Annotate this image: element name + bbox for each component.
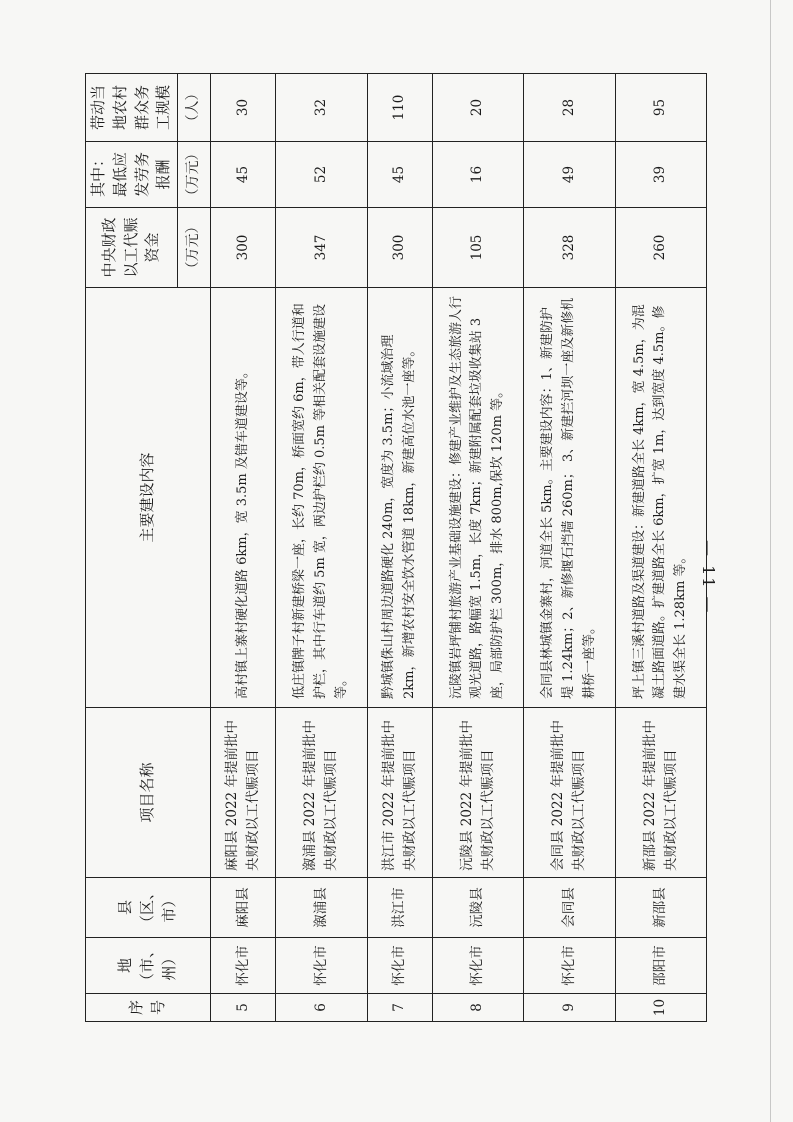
cell-funds: 260 bbox=[615, 208, 706, 288]
cell-project: 沅陵县 2022 年提前批中央财政以工代赈项目 bbox=[432, 708, 523, 878]
cell-project: 洪江市 2022 年提前批中央财政以工代赈项目 bbox=[367, 708, 432, 878]
cell-content: 低庄镇牌子村新建桥梁一座，长约 70m，桥面宽约 6m，带人行道和护栏，其中行车道约 5m 宽，两边护栏约 0.5m 等相关配套设施建设等。 bbox=[276, 288, 367, 708]
table-row bbox=[211, 74, 276, 1022]
header-project: 项目名称 bbox=[86, 708, 211, 878]
cell-seq: 10 bbox=[615, 994, 706, 1022]
cell-content: 黔城镇侏山村周边道路硬化 240m，宽度为 3.5m；小流域治理 2km，新增农村安全饮水管道 18km，新建高位水池一座等。 bbox=[367, 288, 432, 708]
cell-content: 高村镇上寨村硬化道路 6km，宽 3.5m 及错车道建设等。 bbox=[211, 288, 276, 708]
cell-seq: 7 bbox=[367, 994, 432, 1022]
cell-labor: 16 bbox=[432, 142, 523, 208]
cell-content: 会同县林城镇金寨村，河道全长 5km。主要建设内容：1、新建防护堤 1.24km；2、新修堰石挡墙 260m； 3、新建拦河坝一座及新修机耕桥一座等。 bbox=[524, 288, 615, 708]
cell-funds: 300 bbox=[367, 208, 432, 288]
cell-city: 怀化市 bbox=[211, 938, 276, 994]
cell-workers: 30 bbox=[211, 74, 276, 142]
cell-county: 溆浦县 bbox=[276, 878, 367, 938]
cell-content: 坪上镇三溪村道路及渠道建设：新建道路全长 4km，宽 4.5m，为混凝土路面道路。扩建道路全长 6km，扩宽 1m，达到宽度 4.5m。修建水渠全长 1.28km 等。 bbox=[615, 288, 706, 708]
cell-funds: 328 bbox=[524, 208, 615, 288]
table-row bbox=[367, 74, 432, 1022]
table-header-row bbox=[86, 74, 178, 1022]
cell-city: 怀化市 bbox=[432, 938, 523, 994]
cell-city: 邵阳市 bbox=[615, 938, 706, 994]
header-labor: 其中：最低应发劳务报酬 bbox=[86, 142, 178, 208]
header-workers: 带动当地农村群众务工规模 bbox=[86, 74, 178, 142]
cell-county: 麻阳县 bbox=[211, 878, 276, 938]
binding-line bbox=[770, 0, 771, 1122]
cell-labor: 45 bbox=[367, 142, 432, 208]
cell-city: 怀化市 bbox=[367, 938, 432, 994]
page-number: — 11 — bbox=[699, 540, 718, 615]
project-table bbox=[85, 73, 707, 1022]
cell-county: 会同县 bbox=[524, 878, 615, 938]
cell-project: 溆浦县 2022 年提前批中央财政以工代赈项目 bbox=[276, 708, 367, 878]
cell-project: 新邵县 2022 年提前批中央财政以工代赈项目 bbox=[615, 708, 706, 878]
cell-project: 会同县 2022 年提前批中央财政以工代赈项目 bbox=[524, 708, 615, 878]
unit-funds: （万元） bbox=[178, 208, 211, 288]
cell-content: 沅陵镇岩坪铺村旅游产业基础设施建设：修建产业维护及生态旅游人行观光道路，路幅宽 1.5m，长度 7km；新建附属配套垃圾收集站 3 座，局部防护栏 300m，排水 800m,保坎 120m 等。 bbox=[432, 288, 523, 708]
cell-workers: 32 bbox=[276, 74, 367, 142]
table-row bbox=[276, 74, 367, 1022]
rotated-table-container bbox=[85, 74, 707, 1022]
cell-labor: 39 bbox=[615, 142, 706, 208]
cell-county: 沅陵县 bbox=[432, 878, 523, 938]
cell-city: 怀化市 bbox=[524, 938, 615, 994]
cell-funds: 300 bbox=[211, 208, 276, 288]
cell-seq: 5 bbox=[211, 994, 276, 1022]
cell-workers: 95 bbox=[615, 74, 706, 142]
cell-labor: 45 bbox=[211, 142, 276, 208]
header-seq: 序号 bbox=[86, 994, 211, 1022]
table-row bbox=[432, 74, 523, 1022]
cell-county: 洪江市 bbox=[367, 878, 432, 938]
cell-labor: 49 bbox=[524, 142, 615, 208]
header-content: 主要建设内容 bbox=[86, 288, 211, 708]
cell-funds: 105 bbox=[432, 208, 523, 288]
unit-workers: （人） bbox=[178, 74, 211, 142]
cell-county: 新邵县 bbox=[615, 878, 706, 938]
cell-workers: 20 bbox=[432, 74, 523, 142]
cell-workers: 28 bbox=[524, 74, 615, 142]
table-row bbox=[524, 74, 615, 1022]
header-county: 县（区、市） bbox=[86, 878, 211, 938]
unit-labor: （万元） bbox=[178, 142, 211, 208]
cell-funds: 347 bbox=[276, 208, 367, 288]
header-city: 地（市、州） bbox=[86, 938, 211, 994]
table-row bbox=[615, 74, 706, 1022]
cell-city: 怀化市 bbox=[276, 938, 367, 994]
cell-labor: 52 bbox=[276, 142, 367, 208]
cell-seq: 6 bbox=[276, 994, 367, 1022]
cell-workers: 110 bbox=[367, 74, 432, 142]
header-funds: 中央财政以工代赈资金 bbox=[86, 208, 178, 288]
cell-seq: 9 bbox=[524, 994, 615, 1022]
cell-project: 麻阳县 2022 年提前批中央财政以工代赈项目 bbox=[211, 708, 276, 878]
cell-seq: 8 bbox=[432, 994, 523, 1022]
